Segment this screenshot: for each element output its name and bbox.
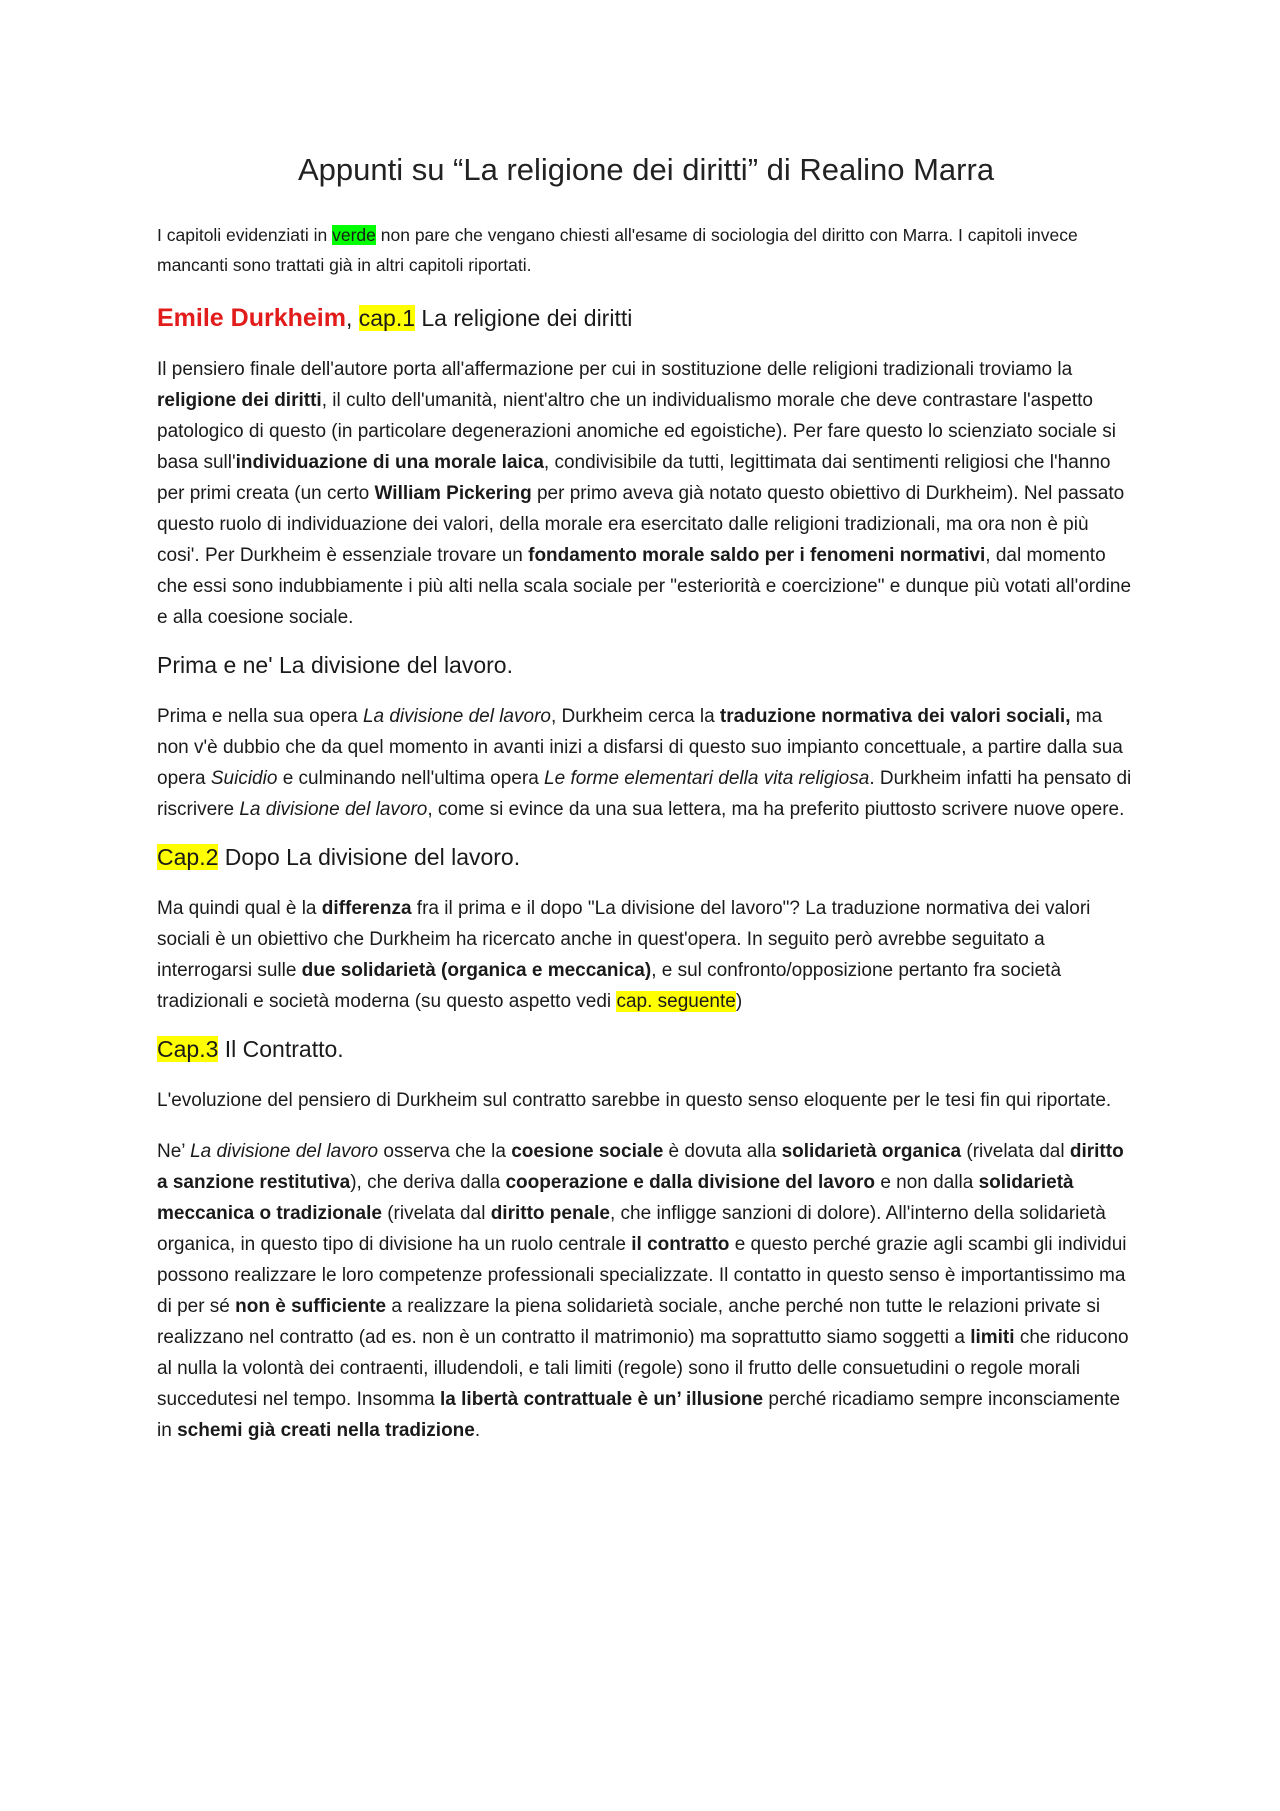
intro-note: I capitoli evidenziati in verde non pare che vengano chiesti all'esame di sociologia del diritto con Marra. I capitoli invece mancanti sono trattati già in altri capitoli riportati.: [157, 225, 1078, 275]
document-page: [157, 150, 1135, 1462]
paragraph-cap3-main: Ne’ La divisione del lavoro osserva che la coesione sociale è dovuta alla solidarietà organica (rivelata dal diritto a sanzione restitutiva), che deriva dalla cooperazione e dalla divisione del lavoro e non dalla solidarietà meccanica o tradizionale (rivelata dal diritto penale, che infligge sanzioni di dolore). All'interno della solidarietà organica, in questo tipo di divisione ha un ruolo centrale il contratto e questo perché grazie agli scambi gli individui possono realizzare le loro competenze professionali specializzate. Il contatto in questo senso è importantissimo ma di per sé non è sufficiente a realizzare la piena solidarietà sociale, anche perché non tutte le relazioni private si realizzano nel contratto (ad es. non è un contratto il matrimonio) ma soprattutto siamo soggetti a limiti che riducono al nulla la volontà dei contraenti, illudendoli, e tali limiti (regole) sono il frutto delle consuetudini o regole morali succedutesi nel tempo. Insomma la libertà contrattuale è un’ illusione perché ricadiamo sempre inconsciamente in schemi già creati nella tradizione.: [157, 1141, 1129, 1441]
author-name: Emile Durkheim: [157, 304, 346, 332]
paragraph-prima: Prima e nella sua opera La divisione del lavoro, Durkheim cerca la traduzione normativa dei valori sociali, ma non v'è dubbio che da quel momento in avanti inizi a disfarsi di questo suo impianto concettuale, a partire dalla sua opera Suicidio e culminando nell'ultima opera Le forme elementari della vita religiosa. Durkheim infatti ha pensato di riscrivere La divisione del lavoro, come si evince da una sua lettera, ma ha preferito piuttosto scrivere nuove opere.: [157, 706, 1132, 820]
paragraph-cap3-intro: L'evoluzione del pensiero di Durkheim sul contratto sarebbe in questo senso eloquente per le tesi fin qui riportate.: [157, 1090, 1112, 1111]
green-highlight: verde: [332, 225, 376, 245]
section-heading-cap2: Cap.2 Dopo La divisione del lavoro.: [157, 844, 521, 870]
section-heading-cap3: Cap.3 Il Contratto.: [157, 1036, 344, 1062]
chapter-label: Cap.2: [157, 844, 219, 870]
chapter-label: cap.1: [358, 305, 415, 331]
paragraph-cap2: Ma quindi qual è la differenza fra il prima e il dopo "La divisione del lavoro"? La traduzione normativa dei valori sociali è un obiettivo che Durkheim ha ricercato anche in quest'opera. In seguito però avrebbe seguitato a interrogarsi sulle due solidarietà (organica e meccanica), e sul confronto/opposizione pertanto fra società tradizionali e società moderna (su questo aspetto vedi cap. seguente): [157, 898, 1091, 1012]
section-heading-prima: Prima e ne' La divisione del lavoro.: [157, 652, 513, 678]
chapter-label: Cap.3: [157, 1036, 219, 1062]
cross-reference: cap. seguente: [616, 991, 736, 1012]
section-heading-cap1: Emile Durkheim, cap.1 La religione dei diritti: [157, 304, 633, 332]
document-title: Appunti su “La religione dei diritti” di Realino Marra: [297, 152, 995, 187]
paragraph-cap1: Il pensiero finale dell'autore porta all'affermazione per cui in sostituzione delle religioni tradizionali troviamo la religione dei diritti, il culto dell'umanità, nient'altro che un individualismo morale che deve contrastare l'aspetto patologico di questo (in particolare degenerazioni anomiche ed egoistiche). Per fare questo lo scienziato sociale si basa sull'individuazione di una morale laica, condivisibile da tutti, legittimata dai sentimenti religiosi che l'hanno per primi creata (un certo William Pickering per primo aveva già notato questo obiettivo di Durkheim). Nel passato questo ruolo di individuazione dei valori, della morale era esercitato dalle religioni tradizionali, ma ora non è più cosi'. Per Durkheim è essenziale trovare un fondamento morale saldo per i fenomeni normativi, dal momento che essi sono indubbiamente i più alti nella scala sociale per "esteriorità e coercizione" e dunque più votati all'ordine e alla coesione sociale.: [157, 359, 1132, 628]
